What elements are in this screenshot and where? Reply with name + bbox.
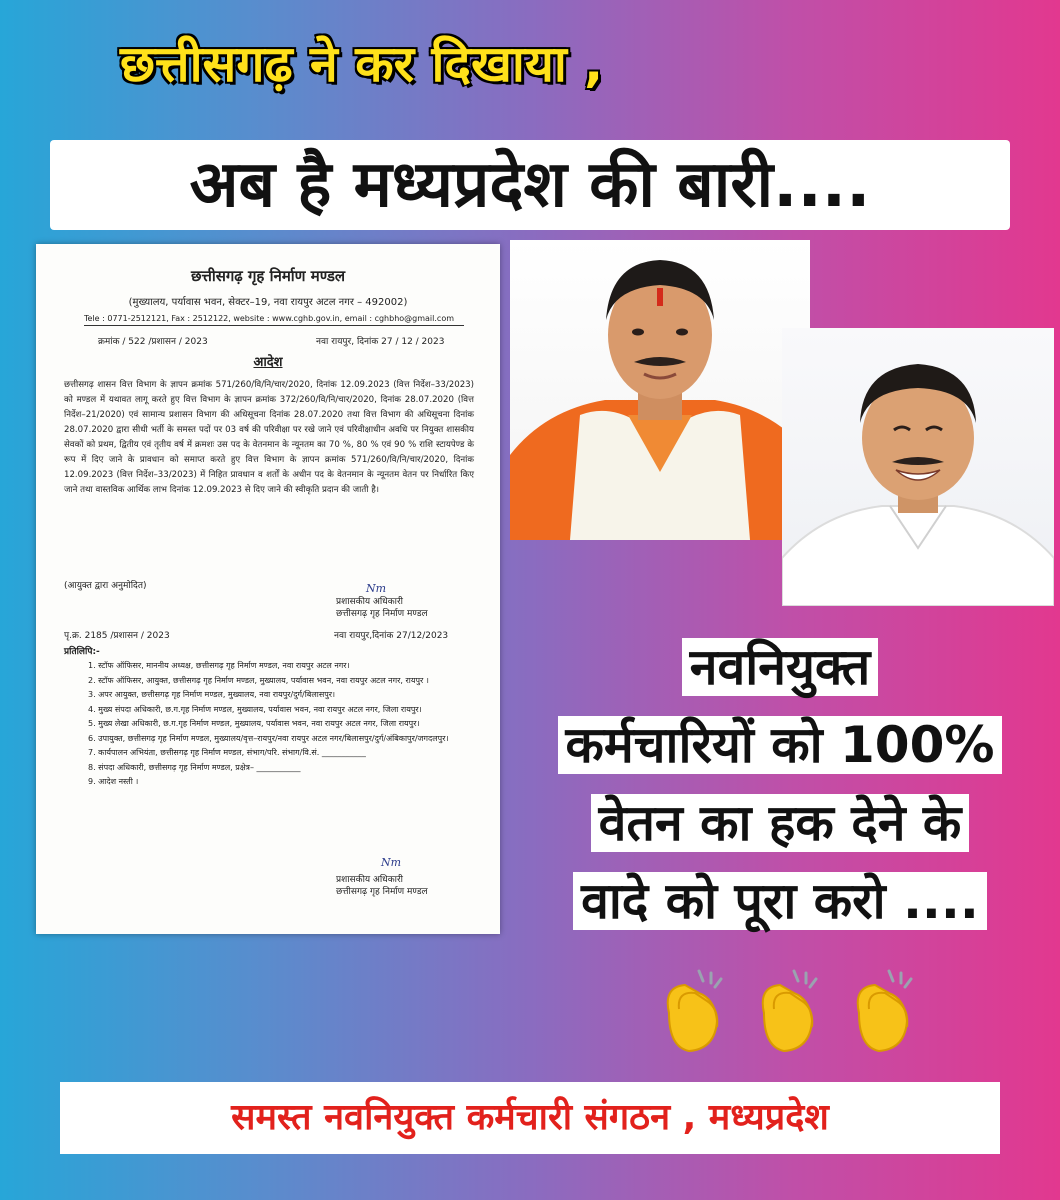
copy-list-item: 3. अपर आयुक्त, छत्तीसगढ़ गृह निर्माण मण्डल, मुख्यालय, नवा रायपुर/दुर्ग/बिलासपुर। — [88, 690, 336, 699]
statement-line-1: नवनियुक्त — [682, 638, 879, 696]
leader-portrait-1 — [510, 240, 810, 540]
order-heading: आदेश — [253, 355, 283, 370]
headline-main: अब है मध्यप्रदेश की बारी.... — [50, 140, 1010, 230]
signatory-block — [336, 596, 486, 620]
signature-mark-2: Nm — [381, 856, 402, 869]
endorsement-place-date: नवा रायपुर,दिनांक 27/12/2023 — [334, 631, 449, 641]
copy-list-item: 9. आदेश नस्ती । — [88, 777, 139, 786]
clapping-hands-icons — [655, 965, 935, 1055]
signatory-title-2: प्रशासकीय अधिकारी — [336, 875, 403, 885]
official-order-document — [36, 244, 500, 934]
signatory-org-2: छत्तीसगढ़ गृह निर्माण मण्डल — [336, 887, 428, 897]
headline-top: छत्तीसगढ़ ने कर दिखाया , — [120, 35, 604, 93]
document-contact: Tele : 0771-2512121, Fax : 2512122, website : www.cghb.gov.in, email : cghbho@gmail.com — [84, 314, 464, 326]
endorsement-number: पृ.क्र. 2185 /प्रशासन / 2023 — [64, 631, 170, 641]
clapping-hands-icon — [668, 971, 721, 1051]
copy-list-item: 1. स्टॉफ ऑफिसर, माननीय अध्यक्ष, छत्तीसगढ़ गृह निर्माण मण्डल, नवा रायपुर अटल नगर। — [88, 661, 350, 670]
copy-list — [88, 660, 488, 791]
leader-photo-2 — [782, 328, 1054, 606]
copy-list-item: 5. मुख्य लेखा अधिकारी, छ.ग.गृह निर्माण मण्डल, मुख्यालय, पर्यावास भवन, नवा रायपुर अटल नगर, जिला रायपुर। — [88, 719, 420, 728]
clapping-hands-icon — [858, 971, 911, 1051]
document-address: (मुख्यालय, पर्यावास भवन, सेक्टर–19, नवा रायपुर अटल नगर – 492002) — [128, 297, 408, 308]
approved-by: (आयुक्त द्वारा अनुमोदित) — [64, 581, 147, 591]
order-number: क्रमांक / 522 /प्रशासन / 2023 — [98, 337, 208, 347]
statement-line-2: कर्मचारियों को 100% — [558, 716, 1003, 774]
leader-portrait-2 — [782, 328, 1054, 606]
copy-list-item: 4. मुख्य संपदा अधिकारी, छ.ग.गृह निर्माण मण्डल, मुख्यालय, पर्यावास भवन, नवा रायपुर अटल नगर, जिला रायपुर। — [88, 704, 422, 714]
order-place-date: नवा रायपुर, दिनांक 27 / 12 / 2023 — [316, 337, 445, 347]
leader-photo-1 — [510, 240, 810, 540]
order-body: छत्तीसगढ़ शासन वित्त विभाग के ज्ञापन क्रमांक 571/260/वि/नि/चार/2020, दिनांक 12.09.2023 (वित्त निर्देश–33/2023) को मण्डल में यथावत लागू करते हुए वित्त विभाग के ज्ञापन क्रमांक 372/260/वि/नि/चार/2020, दिनांक 28.07.2020 (वित्त निर्देश–21/2020) एवं सामान्य प्रशासन विभाग की अधिसूचना दिनांक 28.07.2020 तथा वित्त विभाग की अधिसूचना दिनांक 28.07.2020 द्वारा सीधी भर्ती के समस्त पदों पर 03 वर्ष की परिवीक्षा पर रखे जाने एवं परिवीक्षाधीन अवधि पर नियुक्त शासकीय सेवकों को प्रथम, द्वितीय एवं तृतीय वर्ष में क्रमशः उस पद के वेतनमान के न्यूनतम का 70 %, 80 % एवं 90 % राशि स्टायपेण्ड के रूप में दिए जाने के प्रावधान को समाप्त करते हुए वित्त विभाग के ज्ञापन क्रमांक 571/260/वि/नि/चार/2020, दिनांक 12.09.2023 (वित्त निर्देश–33/2023) में निहित प्रावधान व शर्तों के अधीन पद के वेतनमान के न्यूनतम वेतन पर निर्धारित किए जाने तथा वास्तविक आर्थिक लाभ दिनांक 12.09.2023 से दिए जाने की स्वीकृति प्रदान की जाती है। — [64, 380, 474, 495]
organization-footer: समस्त नवनियुक्त कर्मचारी संगठन , मध्यप्रदेश — [60, 1082, 1000, 1154]
copy-list-item: 8. संपदा अधिकारी, छत्तीसगढ़ गृह निर्माण मण्डल, प्रक्षेत्र– ___________ — [88, 762, 301, 772]
clapping-hands-icon — [763, 971, 816, 1051]
signatory-org: छत्तीसगढ़ गृह निर्माण मण्डल — [336, 609, 428, 619]
copy-list-item: 7. कार्यपालन अभियंता, छत्तीसगढ़ गृह निर्माण मण्डल, संभाग/परि. संभाग/वि.सं. ___________ — [88, 748, 366, 757]
signatory-title: प्रशासकीय अधिकारी — [336, 597, 403, 607]
signatory-block-2 — [336, 874, 486, 898]
copy-list-item: 6. उपायुक्त, छत्तीसगढ़ गृह निर्माण मण्डल, मुख्यालय/वृत्त–रायपुर/नवा रायपुर अटल नगर/बिलासपुर/दुर्ग/अंबिकापुर/जगदलपुर। — [88, 733, 449, 743]
signature-mark: Nm — [366, 582, 387, 595]
document-title: छत्तीसगढ़ गृह निर्माण मण्डल — [190, 267, 346, 285]
copy-list-item: 2. स्टॉफ ऑफिसर, आयुक्त, छत्तीसगढ़ गृह निर्माण मण्डल, मुख्यालय, पर्यावास भवन, नवा रायपुर अटल नगर, रायपुर । — [88, 675, 429, 685]
copy-to-label: प्रतिलिपि:- — [64, 647, 100, 657]
statement-line-4: वादे को पूरा करो .... — [573, 872, 987, 930]
demand-statement — [515, 628, 1045, 958]
statement-line-3: वेतन का हक देने के — [591, 794, 970, 852]
